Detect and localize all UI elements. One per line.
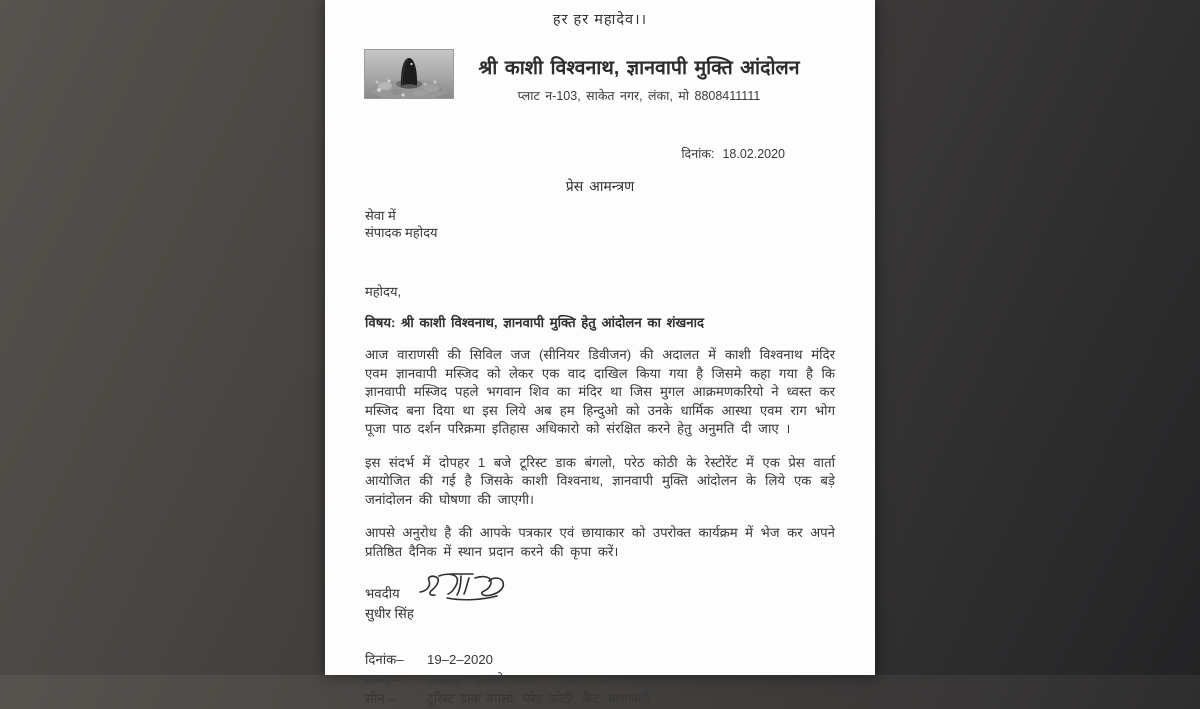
subject-line: विषय: श्री काशी विश्वनाथ, ज्ञानवापी मुक्ति हेतु आंदोलन का शंखनाद xyxy=(365,315,705,330)
body-paragraph-1: आज वाराणसी की सिविल जज (सीनियर डिवीजन) की अदालत में काशी विश्वनाथ मंदिर एवम ज्ञानवापी मस्जिद को लेकर एक वाद दाखिल किया गया है जिसमे कहा गया है कि ज्ञानवापी मस्जिद पहले भगवान शिव का मंदिर था जिस मुगल आक्रमणकरियो ने ध्वस्त कर मस्जिद बना दिया था इस लिये अब हम हिन्दुओ को उनके धार्मिक आस्था एवम राग भोग पूजा पाठ दर्शन परिक्रमा इतिहास अधिकारो को संरक्षित करने हेतु अनुमति दी जाए । xyxy=(365,347,835,436)
shivling-photo xyxy=(365,50,453,98)
body-paragraph-3: आपसे अनुरोध है की आपके पत्रकार एवं छायाकार को उपरोक्त कार्यक्रम में भेज कर अपने प्रतिष्ठित दैनिक में स्थान प्रदान करने की कृपा करें। xyxy=(365,525,835,559)
date-label: दिनांक: xyxy=(681,147,715,161)
recipient-line: सेवा में xyxy=(365,208,396,223)
schedule-time-label: समय – xyxy=(365,671,401,687)
salutation: महोदय, xyxy=(365,284,402,299)
schedule-row-venue xyxy=(365,689,835,709)
letter-date xyxy=(365,145,835,162)
body-paragraph-2: इस संदर्भ में दोपहर 1 बजे टूरिस्ट डाक बंगलो, परेठ कोठी के रेस्टोरेंट में एक प्रेस वार्ता आयोजित की गई है जिसके काशी विश्वनाथ, ज्ञानवापी मुक्ति आंदोलन के लिये एक बड़े जनांदोलन की घोषणा की जाएगी। xyxy=(365,454,835,507)
letterhead-text xyxy=(453,50,835,104)
schedule-date-value: 19–2–2020 xyxy=(427,652,494,667)
letter-page xyxy=(325,0,875,706)
schedule-venue-value: टूरिस्ट डाक बंगलो, परेड कोठी, कैंट, वाराणसी xyxy=(427,691,650,706)
organization-address: प्लाट न-103, साकेत नगर, लंका, मो 8808411111 xyxy=(517,89,761,103)
schedule-date-label: दिनांक– xyxy=(365,652,404,667)
recipient-block xyxy=(365,207,835,241)
organization-title: श्री काशी विश्वनाथ, ज्ञानवापी मुक्ति आंदोलन xyxy=(478,57,800,79)
shivling-photo-graphic xyxy=(365,50,453,98)
event-schedule xyxy=(365,650,835,709)
press-invitation-heading: प्रेस आमन्त्रण xyxy=(565,178,635,194)
closing-label: भवदीय xyxy=(365,586,400,601)
closing-block xyxy=(365,574,835,620)
invocation-text: हर हर महादेव।। xyxy=(552,12,648,28)
letterhead xyxy=(365,50,835,104)
recipient-line: संपादक महोदय xyxy=(365,225,438,240)
schedule-row-time xyxy=(365,670,835,690)
schedule-row-date xyxy=(365,650,835,670)
schedule-time-value: अपराहन 1 बजे xyxy=(427,671,504,687)
sender-name: सुधीर सिंह xyxy=(365,606,414,621)
schedule-venue-label: सीन – xyxy=(365,691,396,706)
signature-of-sudhir-singh xyxy=(417,568,512,615)
date-value: 18.02.2020 xyxy=(722,147,785,161)
signature-icon xyxy=(417,568,512,610)
